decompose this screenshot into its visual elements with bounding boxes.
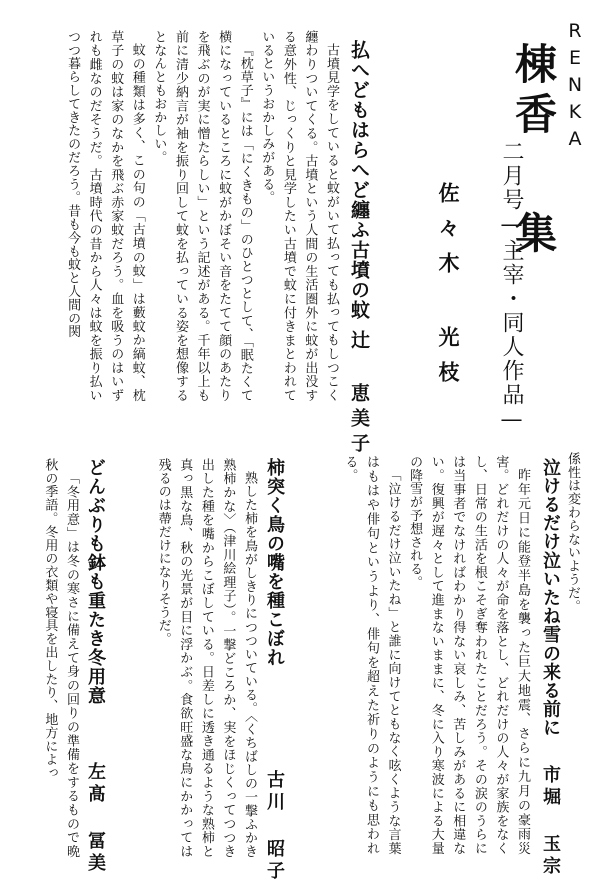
masthead-title-main: 棟 [509, 42, 558, 84]
haiku-title: 柿突く鳥の嘴を種こぼれ [264, 458, 285, 667]
commentary-paragraph: 『枕草子』には「にくきもの」のひとつとして、「眠たくて横になっているところに蚊がかぼそい音をたてて顔のあたりを飛ぶのが実に憎たらしい」という記述がある。千年以上も前に清少納言が袖を振り回して蚊を払っている姿を想像するとなんともおかしい。 [151, 30, 253, 402]
commentary-body [10, 30, 342, 402]
commentary-paragraph: 古墳見学をしていると蚊がいて払っても払ってもしつこく纏わりついてくる。古墳という人間の生活圏外に蚊が出没する意外性、じっくりと見学したい古墳で蚊に付きまとわれているというおかしみがある。 [259, 30, 339, 402]
commentary-paragraph: 蚊の種類は多く、この句の「古墳の蚊」は藪蚊か縞蚊、枕草子の蚊は家のなかを飛ぶ赤家蚊だろう。血を吸うのはいずれも雌なのだそうだ。古墳時代の昔から人々は蚊を振り払いつつ暮らしてきたのだろう。昔も今も蚊と人間の関 [65, 30, 145, 402]
commentary-paragraph: 熟した柿を鳥がしきりにつついている。〈くちばしの一撃ふかき熟柿かな〉（津川絵理子）。一撃どころか、実をほじくってつつき出した種を嘴からこぼしている。日差しに透き通るような熟柿と真っ黒な鳥、秋の光景が目に浮かぶ。食欲旺盛な鳥にかかっては残るのは蔕だけになりそうだ。 [155, 458, 257, 858]
commentary-paragraph: 「泣けるだけ泣いたね」と誰に向けてともなく呟くような言葉はもはや俳句というより、俳句を超えた祈りのようにも思われる。 [342, 455, 401, 855]
masthead-author: 佐々木 光枝 [436, 182, 461, 396]
commentary-paragraph: 「冬用意」は冬の寒さに備えて身の回りの準備をするもので晩秋の季語。冬用の衣類や寝具を出したり、地方によっ [42, 458, 79, 858]
haiku-title: どんぶりも鉢も重たき冬用意 [85, 458, 106, 705]
haiku-title: 泣けるだけ泣いたね雪の来る前に [540, 458, 561, 737]
haiku-title: 払へどもはらへど纏ふ古墳の蚊 [348, 40, 370, 320]
continuation-text: 係性は変わらないようだ。 [565, 452, 580, 613]
haiku-author: 古川 昭子 [264, 770, 285, 883]
issue-label: 二月号—主宰・同人作品— [499, 140, 524, 434]
commentary-body [117, 458, 260, 858]
commentary-body [0, 458, 82, 858]
haiku-author: 市堀 玉宗 [540, 765, 561, 878]
haiku-author: 辻 恵美子 [348, 330, 370, 458]
commentary-body [297, 455, 533, 855]
haiku-author: 左髙 冨美 [85, 762, 106, 875]
commentary-paragraph: 昨年元日に能登半島を襲った巨大地震、さらに九月の豪雨災害。どれだけの人々が命を落とし、どれだけの人々が家族をなくし、日常の生活を根こそぎ奪われたことだろう。その涙のうらには当事者でなければわかり得ない哀しみ、苦しみがあるに相違ない。復興が遅々として進まないままに、冬に入り寒波による大量の降雪が予想される。 [407, 455, 530, 855]
masthead-title-sub: 香 集 [509, 92, 558, 267]
masthead-romaji: RENKA [564, 20, 586, 155]
